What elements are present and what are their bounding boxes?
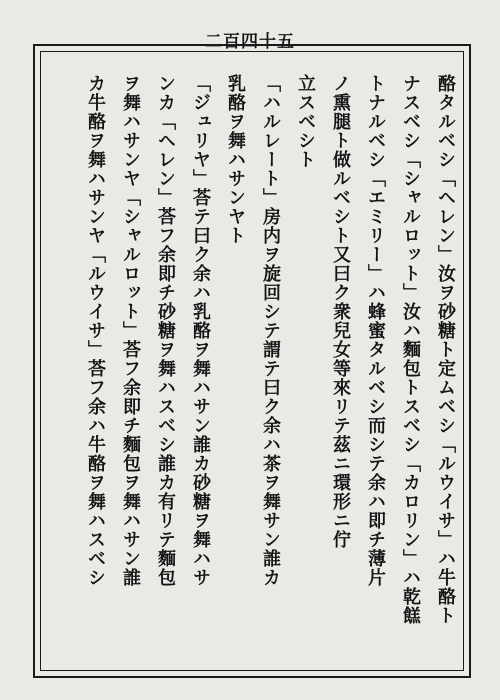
text-column: 酪タルベシ「ヘレン」汝ヲ砂糖ト定ムベシ「ルウイサ」ハ牛酪ト (435, 74, 456, 625)
text-column: ンカ「ヘレン」荅フ余即チ砂糖ヲ舞ハスベシ誰カ有リテ麵包 (155, 74, 176, 587)
body-text (83, 74, 457, 674)
text-column: 乳酪ヲ舞ハサンヤト (225, 74, 246, 245)
text-column: トナルベシ「エミリー」ハ蜂蜜タルベシ而シテ余ハ即チ薄片 (365, 74, 386, 587)
text-column: ノ熏腿ト做ルベシト又曰ク衆兒女等來リテ茲ニ環形ニ佇 (330, 74, 351, 549)
text-column: ヲ舞ハサンヤ「シャルロット」荅フ余即チ麵包ヲ舞ハサン誰 (120, 74, 141, 587)
text-column: 「ハルレート」房内ヲ旋回シテ謂テ曰ク余ハ茶ヲ舞サン誰カ (260, 74, 281, 587)
text-column: カ牛酪ヲ舞ハサンヤ「ルウイサ」荅フ余ハ牛酪ヲ舞ハスベシ (85, 74, 106, 587)
text-column: 「ジュリヤ」荅テ曰ク余ハ乳酪ヲ舞ハサン誰カ砂糖ヲ舞ハサ (190, 74, 211, 587)
text-column: ナスベシ「シャルロット」汝ハ麵包トスベシ「カロリン」ハ乾餻 (400, 74, 421, 625)
page-number: 二百四十五 (205, 32, 295, 52)
text-column: 立スベシト (295, 74, 316, 169)
